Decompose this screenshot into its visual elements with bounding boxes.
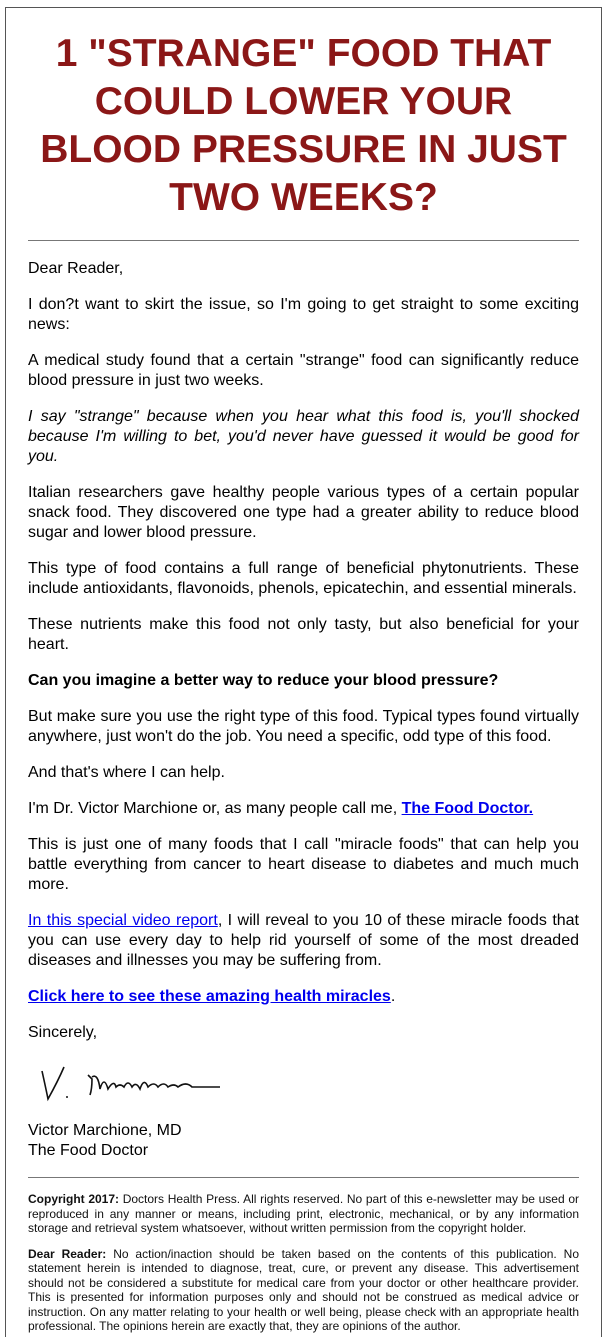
paragraph: These nutrients make this food not only tasty, but also beneficial for your heart. [28, 616, 579, 653]
text: . [390, 988, 396, 1005]
headline: 1 "STRANGE" FOOD THAT COULD LOWER YOUR BLOOD PRESSURE IN JUST TWO WEEKS? [40, 32, 567, 219]
closing: Sincerely, [28, 1024, 98, 1041]
copyright-notice [28, 1192, 579, 1236]
paragraph: But make sure you use the right type of this food. Typical types found virtually anywhere, just won't do the job. You need a specific, odd type of this food. [28, 708, 579, 745]
paragraph-italic: I say "strange" because when you hear what this food is, you'll shocked because I'm willing to bet, you'd never have guessed it would be good for you. [28, 408, 579, 465]
health-miracles-link[interactable]: Click here to see these amazing health miracles [28, 988, 391, 1005]
paragraph: Italian researchers gave healthy people various types of a certain popular snack food. They discovered one type had a greater ability to reduce blood sugar and lower blood pressure. [28, 484, 579, 541]
copyright-text: Doctors Health Press. All rights reserved. No part of this e-newsletter may be used or reproduced in any manner or means, including print, electronic, mechanical, or by any information storage and retrieval system whatsoever, without written permission from the copyright holder. [28, 1192, 580, 1235]
greeting: Dear Reader, [28, 260, 124, 277]
footer [28, 1192, 579, 1334]
bold-question: Can you imagine a better way to reduce your blood pressure? [28, 672, 499, 689]
signature-image [36, 1059, 579, 1109]
newsletter-container [5, 7, 602, 1337]
paragraph: A medical study found that a certain "strange" food can significantly reduce blood pressure in just two weeks. [28, 352, 579, 389]
signature-icon [36, 1059, 236, 1109]
copyright-label: Copyright 2017: [28, 1192, 120, 1206]
divider [28, 240, 579, 241]
author-name: Victor Marchione, MD [28, 1122, 182, 1139]
paragraph: This type of food contains a full range of beneficial phytonutrients. These include antioxidants, flavonoids, phenols, epicatechin, and essential minerals. [28, 560, 579, 597]
author-block [28, 1121, 579, 1161]
paragraph: I don?t want to skirt the issue, so I'm going to get straight to some exciting news: [28, 296, 579, 333]
paragraph [28, 799, 579, 819]
food-doctor-link[interactable]: The Food Doctor. [401, 800, 534, 817]
disclaimer [28, 1247, 579, 1334]
disclaimer-label: Dear Reader: [28, 1246, 107, 1261]
paragraph: This is just one of many foods that I call "miracle foods" that can help you battle everything from cancer to heart disease to diabetes and much much more. [28, 836, 579, 893]
video-report-link[interactable]: In this special video report [28, 912, 218, 929]
author-title: The Food Doctor [28, 1142, 149, 1159]
text: , I will reveal to you 10 of these miracle foods that you can use every day to help rid yourself of some of the most dreaded diseases and illnesses you may be suffering from. [28, 912, 580, 969]
disclaimer-text: No action/inaction should be taken based on the contents of this publication. No statement herein is intended to diagnose, treat, cure, or prevent any disease. This advertisement should not be considered a substitute for medical care from your doctor or other healthcare provider. This is presented for information purposes only and should not be construed as medical advice or instruction. On any matter relating to your health or well being, please check with an appropriate health professional. The opinions herein are exactly that, they are opinions of the author. [28, 1246, 580, 1333]
paragraph [28, 911, 579, 971]
text: I'm Dr. Victor Marchione or, as many people call me, [28, 800, 402, 817]
paragraph: And that's where I can help. [28, 764, 225, 781]
cta [28, 987, 579, 1007]
footer-divider [28, 1177, 579, 1178]
